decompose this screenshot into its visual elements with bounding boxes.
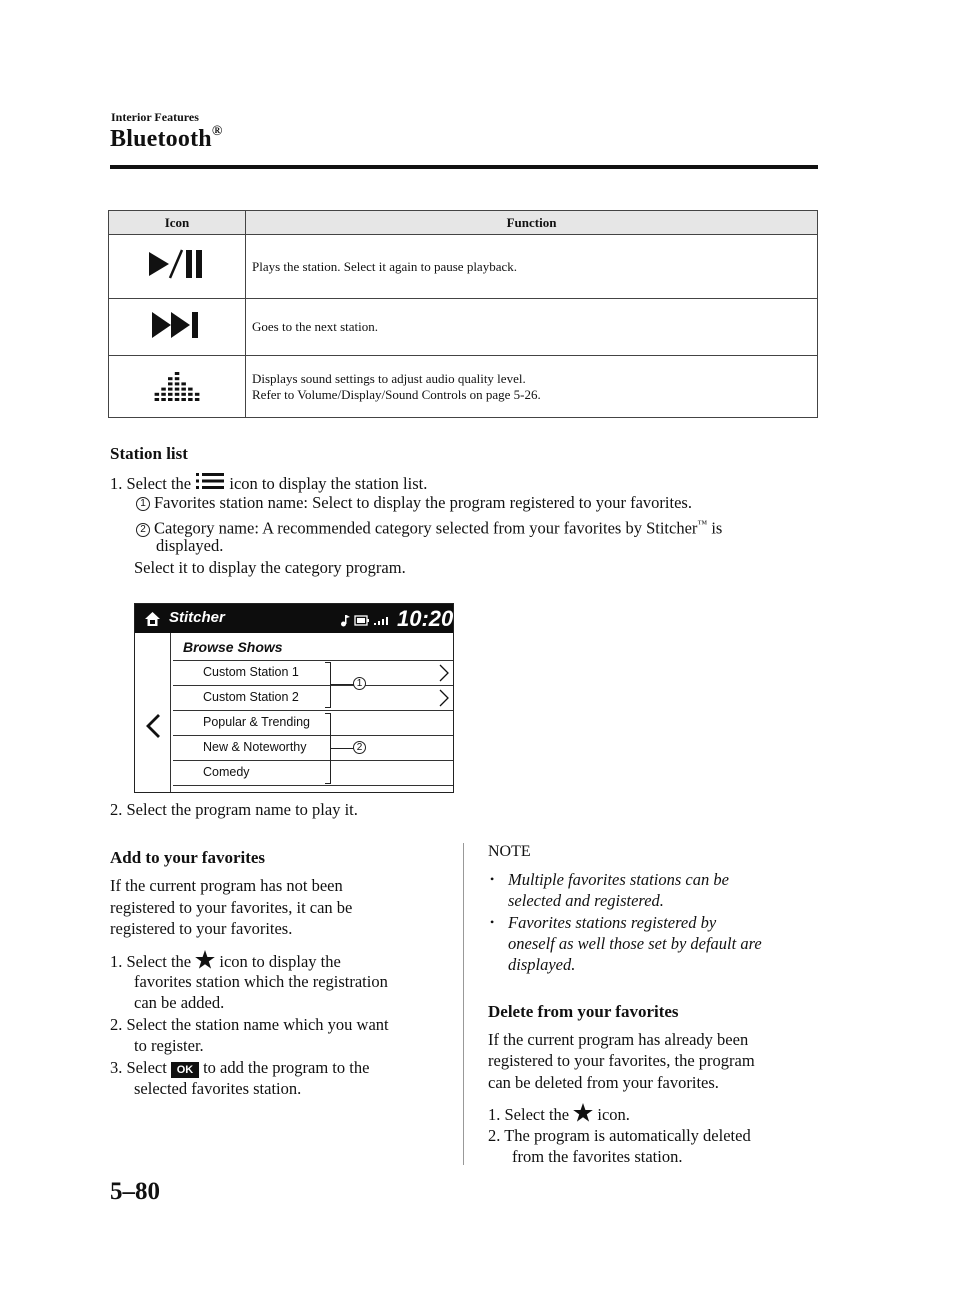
callout1-marker: 1 <box>353 677 366 690</box>
header-rule <box>110 165 818 169</box>
callout2-leader <box>331 748 355 749</box>
table-header-icon: Icon <box>109 211 246 235</box>
list-item[interactable] <box>173 685 454 710</box>
add-favorites-intro-line: registered to your favorites, it can be <box>110 898 353 917</box>
delete-favorites-heading: Delete from your favorites <box>488 1002 679 1021</box>
callout1-bracket <box>325 662 331 708</box>
back-column <box>135 633 171 793</box>
station-list-step2: 2. Select the program name to play it. <box>110 800 358 819</box>
ok-icon: OK <box>171 1062 199 1078</box>
screen-status-bar <box>135 604 453 633</box>
station-name: Custom Station 2 <box>203 690 299 704</box>
list-item[interactable] <box>173 660 454 685</box>
callout-number-2: 2 <box>136 523 150 537</box>
chevron-right-icon <box>439 664 449 682</box>
table-row <box>109 299 818 356</box>
screen-clock: 10:20 <box>397 606 454 631</box>
station-list-step1: 1. Select the icon to display the station list. <box>110 471 427 495</box>
list-item[interactable] <box>173 710 454 735</box>
add-favorites-step2: 2. Select the station name which you want <box>110 1015 389 1034</box>
column-divider <box>463 843 464 1165</box>
star-icon <box>195 950 215 969</box>
list-icon <box>195 471 225 491</box>
callout1-description: 1 Favorites station name: Select to display the program registered to your favorites. <box>136 492 692 514</box>
select-category-text: Select it to display the category program. <box>134 558 406 577</box>
delete-favorites-intro-line: If the current program has already been <box>488 1030 749 1049</box>
screen-app-name: Stitcher <box>169 609 225 626</box>
delete-favorites-intro-line: registered to your favorites, the program <box>488 1051 755 1070</box>
chevron-right-icon <box>439 689 449 707</box>
add-favorites-step3-cont: selected favorites station. <box>134 1079 302 1098</box>
list-item[interactable] <box>173 735 454 760</box>
callout-number-1: 1 <box>136 497 150 511</box>
skip-forward-icon <box>151 310 203 340</box>
table-row <box>109 356 818 418</box>
list-item[interactable] <box>173 760 454 785</box>
category-name: Comedy <box>203 765 250 779</box>
add-favorites-intro-line: If the current program has not been <box>110 876 343 895</box>
function-text: Goes to the next station. <box>252 319 379 334</box>
station-name: Custom Station 1 <box>203 665 299 679</box>
table-row <box>109 235 818 299</box>
page-title: Bluetooth® <box>110 124 223 152</box>
category-name: Popular & Trending <box>203 715 311 729</box>
music-note-icon <box>341 615 350 627</box>
add-favorites-step3: 3. Select OK to add the program to the <box>110 1058 370 1077</box>
callout2-marker: 2 <box>353 741 366 754</box>
icon-function-table <box>108 210 818 418</box>
callout1-leader <box>331 684 355 685</box>
status-icons <box>340 613 392 627</box>
list-divider <box>173 785 454 793</box>
function-text: Plays the station. Select it again to pause playback. <box>252 258 517 274</box>
function-text: Displays sound settings to adjust audio quality level. <box>252 370 526 386</box>
delete-favorites-step2: 2. The program is automatically deleted <box>488 1126 751 1145</box>
add-favorites-step1-cont: can be added. <box>134 993 225 1012</box>
add-favorites-step1: 1. Select the icon to display the <box>110 952 341 971</box>
add-favorites-heading: Add to your favorites <box>110 848 266 867</box>
station-list-heading: Station list <box>110 444 188 463</box>
delete-favorites-step1: 1. Select the icon. <box>488 1105 630 1124</box>
add-favorites-step2-cont: to register. <box>134 1036 204 1055</box>
stitcher-screen <box>134 603 454 793</box>
category-name: New & Noteworthy <box>203 740 307 754</box>
add-favorites-intro-line: registered to your favorites. <box>110 919 293 938</box>
signal-icon <box>374 617 388 625</box>
equalizer-icon <box>153 364 201 404</box>
page-number: 5–80 <box>110 1178 160 1205</box>
home-icon[interactable] <box>144 611 161 627</box>
back-arrow-icon[interactable] <box>145 713 161 739</box>
add-favorites-step1-cont: favorites station which the registration <box>134 972 388 991</box>
callout2-description: 2 Category name: A recommended category selected from your favorites by Stitcher™ is <box>136 514 722 539</box>
note-title: NOTE <box>488 843 531 860</box>
browse-shows-title: Browse Shows <box>183 639 283 655</box>
delete-favorites-step2-cont: from the favorites station. <box>512 1147 683 1166</box>
table-header-function: Function <box>246 211 818 235</box>
star-icon <box>573 1103 593 1122</box>
delete-favorites-intro-line: can be deleted from your favorites. <box>488 1073 719 1092</box>
callout2-description-cont: displayed. <box>156 536 224 555</box>
battery-icon <box>355 616 369 625</box>
section-label: Interior Features <box>111 110 199 124</box>
function-text: Refer to Volume/Display/Sound Controls on page 5-26. <box>252 386 541 402</box>
play-pause-icon <box>147 247 207 281</box>
